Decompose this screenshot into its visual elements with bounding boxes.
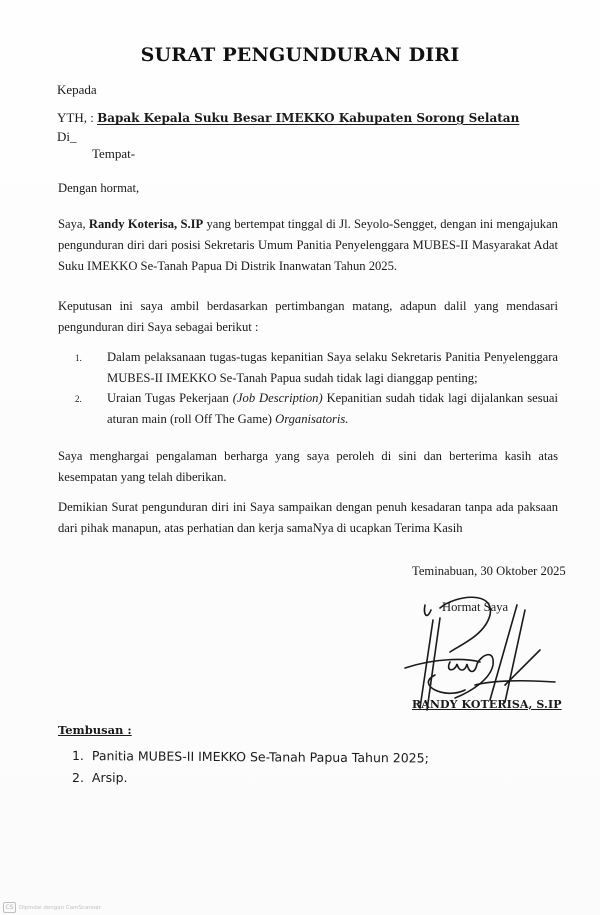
paragraph-closing: Demikian Surat pengunduran diri ini Saya sampaikan dengan penuh kesadaran tanpa ada paksaan dari pihak manapun, atas perhatian dan kerja samaNya di ucapkan Terima Kasih xyxy=(58,500,558,535)
camscanner-logo-icon: CS xyxy=(3,902,16,913)
copy-item: 1. Panitia MUBES-II IMEKKO Se-Tanah Papua Tahun 2025; xyxy=(71,748,429,766)
place-label: Tempat- xyxy=(92,146,136,161)
paragraph-reasons-intro: Keputusan ini saya ambil berdasarkan pertimbangan matang, adapun dalil yang mendasari pengunduran diri Saya sebagai berikut : xyxy=(58,299,558,334)
recipient-label: Kepada xyxy=(57,82,97,97)
sender-name: Randy Koterisa, S.IP xyxy=(88,217,204,231)
paragraph-appreciation: Saya menghargai pengalaman berharga yang saya peroleh di sini dan berterima kasih atas kesempatan yang telah diberikan. xyxy=(58,449,558,484)
scanner-watermark xyxy=(3,902,101,913)
place-date: Teminabuan, 30 Oktober 2025 xyxy=(412,564,566,578)
document-title: SURAT PENGUNDURAN DIRI xyxy=(140,44,460,66)
copies-title: Tembusan : xyxy=(58,723,132,737)
addressee: Bapak Kepala Suku Besar IMEKKO Kabupaten Sorong Selatan xyxy=(97,111,520,125)
paragraph-identity: Saya, Randy Koterisa, S.IP yang bertempat tinggal di Jl. Seyolo-Sengget, dengan ini mengajukan pengunduran diri dari posisi Sekretaris Umum Panitia Penyelenggara MUBES-II Masyarakat Adat Suku IMEKKO Se-Tanah Papua Di Distrik Inanwatan Tahun 2025. xyxy=(58,217,558,273)
scanner-watermark-text: Dipindai dengan CamScanner xyxy=(19,904,101,911)
reasons-list xyxy=(75,347,558,429)
signature-icon xyxy=(395,590,570,715)
reason-item: 2. Uraian Tugas Pekerjaan (Job Description) Kepanitian sudah tidak lagi dijalankan sesuai aturan main (roll Off The Game) Organisatoris. xyxy=(75,391,559,426)
copies-list xyxy=(72,745,429,789)
di-label: Di_ xyxy=(57,129,77,144)
yth-label: YTH, : xyxy=(57,110,94,125)
reason-item: 1. Dalam pelaksanaan tugas-tugas kepanitian Saya selaku Sekretaris Panitia Penyelenggara MUBES-II IMEKKO Se-Tanah Papua sudah tidak lagi dianggap penting; xyxy=(75,350,558,385)
closing-salutation: Hormat Saya xyxy=(442,600,509,614)
signatory-name: RANDY KOTERISA, S.IP xyxy=(412,698,562,711)
greeting: Dengan hormat, xyxy=(58,181,140,195)
copy-item: 2. Arsip. xyxy=(72,770,128,785)
recipient-line xyxy=(57,110,519,126)
